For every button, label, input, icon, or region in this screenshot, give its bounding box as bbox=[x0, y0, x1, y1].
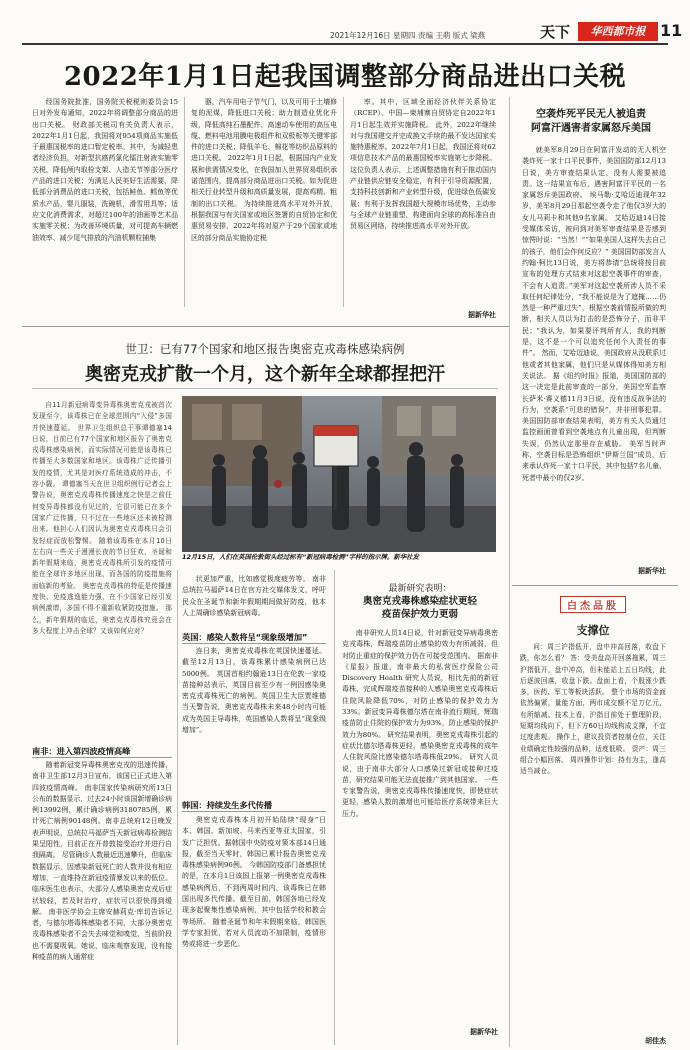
masthead-rule bbox=[22, 43, 668, 45]
south-africa-body: 随着新冠变异毒株奥密克戎的迅速传播，南非卫生部12月3日宣布，该国已正式进入第四波疫情高峰。 南非国家传染病研究所13日公布的数据显示，过去24小时该国新增确诊病例13992例，累计确诊病例3180785例，累计死亡病例90148例。南非总统府12日晚发表声明说，总统拉马福萨当天新冠病毒检测结果呈阳性，目前正在开普敦接受治疗并进行自我隔离。 尽管确诊人数最近迅速攀升，但临床数据显示，因感染新冠死亡的人数并没有相应增加，一直维持在新冠疫情暴发以来的低位。临床医生也表示，大部分人感染奥密克戎后症状较轻，若及时治疗，症状可以很快得到缓解。 南非医学协会主席安赫莉克·库切告诉记者，与德尔塔毒株感染者不同，大部分奥密克戎毒株感染者不会失去味觉和嗅觉，当前阶段也不需要吸氧。她说，临床观察发现，没有接种疫苗的病人通常症 bbox=[32, 761, 172, 962]
stock-body: 问：周三沪指低开，盘中冲高回落，收盘下跌，你怎么看？ 答：受美盘高开回落拖累，周三沪指低开，盘中冲高，但未能站上五日均线，此后逐波回落，收盘下跌。盘面上看，个股涨少跌多，医药、军工等板块活跃。 整个市场的资金面依然偏紧，量能方面，两市成交额不足万亿元，有所缩减。技术上看，沪指目前处于整理阶段，短期均线向下，但下方60日均线构成支撑，不宜过度悲观。 操作上，建议投资者控制仓位，关注业绩确定性较强的品种，适度低吸。 资产：周三组合小幅回落。 周四操作计划：持有为主，逢高适当减仓。 bbox=[520, 643, 666, 776]
subhead-rule bbox=[182, 811, 326, 812]
section-name: 天下 bbox=[540, 23, 571, 41]
photo-caption: 12月15日，人们在英国伦敦街头经过标有“新冠病毒检测”字样的指示牌。新华社发 bbox=[182, 553, 419, 561]
uk-body: 连日来，奥密克戎毒株在英国快速蔓延。截至12月13日，该毒株累计感染病例已达5000例。 英国首相约翰逊13日在伦敦一家疫苗接种站表示，英国目前至少有一例因感染奥密克戎毒株死亡的病例。英国卫生大臣贾维德当天警告说，奥密克戎毒株未来48小时内可能成为英国主导毒株，英国感染人数将呈“现象级增加”。 bbox=[182, 647, 326, 735]
section-rule bbox=[22, 326, 509, 327]
uk-subhead: 英国：感染人数将呈“现象级增加” bbox=[182, 632, 308, 642]
column-divider bbox=[509, 97, 510, 1047]
study-body: 南非研究人员14日说，针对新冠变异病毒奥密克戎毒株，辉瑞疫苗防止感染的效力有所减弱，但对防止重症的保护效力仍在可接受范围内。 据南非《星报》报道，南非最大的私营医疗保险公司 Discovery Health 研究人员说，相比先前的新冠毒株，完成辉瑞疫苗接种的人感染奥密克戎毒株后住院风险降低70%，对防止感染的保护效力为33%。新冠变异毒株德尔塔在南非流行期间，辉瑞疫苗防止住院的保护效力为93%，防止感染的保护效力为80%。 研究结果表明，奥密克戎毒株引起的症状比德尔塔毒株更轻，感染奥密克戎毒株的成年人住院风险比感染德尔塔毒株低29%。 研究人员说，由于南非大部分人口感染过新冠或接种过疫苗，研究结果可能无法直接推广到其他国家。 一些专家警告说，奥密克戎毒株传播速度快，即使症状更轻，感染人数的激增也可能给医疗系统带来巨大压力。 bbox=[342, 629, 498, 818]
subhead-rule bbox=[182, 643, 326, 644]
stock-author: 胡佳杰 bbox=[645, 1037, 666, 1045]
date-line: 2021年12月16日 星期四 责编 王萌 版式 梁燕 bbox=[330, 31, 486, 40]
page-number: 11 bbox=[660, 21, 683, 40]
column-divider bbox=[343, 97, 344, 307]
column-tag-text: 白杰品股 bbox=[567, 601, 619, 612]
column-tag bbox=[560, 596, 626, 613]
omicron-column-b: 状更加严重，比如感觉极度疲劳等。 南非总统拉马福萨14日在官方社交媒体发文，呼吁民众在圣诞节和新年假期期间做好防疫，他本人上周确诊感染新冠病毒。 bbox=[182, 575, 326, 617]
lead-source: 据新华社 bbox=[468, 311, 496, 319]
korea-body: 奥密克戎毒株本月初开始陆续“现身”日本、韩国、新加坡、马来西亚等亚太国家，引发广泛担忧。据韩国中央防疫对策本部14日通报，截至当天零时，韩国已累计报告奥密克戎毒株感染病例96例。 今韩国防疫部门备感担忧的是，在本月1日该国上报第一例奥密克戎毒株感染病例后，不到两周时间内，该毒株已在韩国出现多代传播。截至目前，韩国各地已经发现多起聚集性感染病例，其中包括学校和教会等场所。 随着圣诞节和年末假期来临，韩国医学专家担忧，若对人员流动不加限制，疫情形势或将进一步恶化。 bbox=[182, 816, 326, 949]
study-headline: 奥密克戎毒株感染症状更轻 疫苗保护效力更弱 bbox=[362, 596, 477, 620]
study-source: 据新华社 bbox=[470, 1028, 498, 1036]
afghan-body: 就美军8月29日在阿富汗发动的无人机空袭炸死一家十口平民事件，美国国防部12月13日说，美方审查结果认定，没有人需要被追责。这一结果宣布后，遇害阿富汗平民的一名家属怒斥美国政府。 埃马勒·艾哈迈迪现年32岁，美军8月29日那起空袭令走了他仅3岁大的女儿马莉卡和其他9名家属。 艾哈迈迪14日接受媒体采访，被问到对美军审查结果是否感到惊愕时说：“当然！”“如果美国人这样失去自己的孩子，他们会作何反应？” 美国国防部发言人约翰·柯比13日说，美方将恭请“总统将按目前宣布的处理方式结束对这起空袭事件的审查，不会有人追责。”美军对这起空袭所涉人员不采取任何纪律处分，“我不能说是为了遮掩……仍然是一种严重过失”，根据空袭前情报所做的判断，相关人员以为打击的是恐怖分子，而非平民；“我认为，如果要评判所有人，我的判断是，这不是一个可以追究任何个人责任的事件”。 然而，艾哈迈迪说，美国政府从没联系过他或者其他家属，他们只是从媒体得知美方相关说法。 据《纽约时报》报道，美国国防部的这一决定是此前审查的一部分，美国空军监察长萨米·赛义德11月3日说，没有违反战争法的行为，空袭系“可悲的错误”，并非刑事犯罪。 美国国防部审查结果表明，美方有关人员通过监控画面曾看到空袭地点有儿童出现，但判断失误，仍然认定那里存在威胁。 美军当时声称，空袭目标是恐怖组织“伊斯兰国”成员，后来承认炸死一家十口平民，其中包括7名儿童，死者中最小的仅2岁。 bbox=[522, 146, 666, 482]
omicron-headline: 奥密克戎扩散一个月，这个新年全球都捏把汗 bbox=[85, 364, 445, 385]
lead-headline: 2022年1月1日起我国调整部分商品进出口关税 bbox=[63, 62, 627, 92]
lead-column-3: 率。其中，区域全面经济伙伴关系协定（RCEP）、中国—柬埔寨自贸协定自2022年1月1日起生效并实施降税。 此外，2022年继续对与我国建交并完成换文手续的最不发达国家实施特惠税率。2022年7月1日起，我国还将对62项信息技术产品的最惠国税率实施第七步降税。 这位负责人表示，上述调整措施有利于推动国内产业链供应链安全稳定，有利于引导资源配置，支持科技创新和产业转型升级，促进绿色低碳发展；有利于发挥我国超大规模市场优势，主动参与全球产业链重塑，构建面向全球的高标准自由贸易区网络，持续推进高水平对外开放。 bbox=[350, 98, 496, 231]
omicron-rule bbox=[32, 388, 498, 389]
korea-subhead: 韩国：持续发生多代传播 bbox=[182, 800, 273, 810]
column-divider bbox=[334, 570, 335, 1045]
omicron-subtitle: 世卫：已有77个国家和地区报告奥密克戎毒株感染病例 bbox=[125, 342, 405, 356]
south-africa-subhead: 南非：进入第四波疫情高峰 bbox=[32, 746, 131, 756]
omicron-lead: 自11月新冠病毒变异毒株奥密克戎被首次发现至今，该毒株已在全球范围内“入侵”多国并快速蔓延。 世界卫生组织总干事谭德塞14日说，目前已有77个国家和地区报告了奥密克戎毒株感染病例，而实际情况可能是该毒株已传播至大多数国家和地区。该毒株广泛传播引发的疫情，尤其是对医疗系统造成的冲击，不容小觑。 谭德塞当天在世卫组织例行记者会上警告说，奥密克戎毒株传播速度之快是之前任何变异毒株都没有见过的，它很可能已在多个国家广泛传播，只不过在一些地区还未被检测出来。他担心人们因认为奥密克戎毒株只会引发轻症而放松警惕。 随着该毒株在本月10日左右向一些关于漫漫长夜的节日狂欢，圣诞和新年假期来临，奥密克戎毒株所引发的疫情可能在全球许多地区出现，而各国的防疫措施将面临新的考验。 奥密克戎毒株的特征是传播速度快、免疫逃逸能力强，在不少国家已经引发病例激增，多国不得不重新收紧防疫措施。 那么，新年假期的临近，奥密克戎毒株究竟会在多大程度上冲击全球？又该如何应对？ bbox=[32, 401, 172, 635]
column-divider bbox=[177, 570, 178, 1045]
street-scene-image bbox=[182, 396, 496, 552]
lead-column-1: 经国务院批准，国务院关税税则委员会15日对外发布通知，2022年将调整部分商品的进出口关税。 财政部关税司有关负责人表示，2022年1月1日起，我国将对954项商品实施低于最惠国税率的进口暂定税率。其中，为减轻患者经济负担，对新型抗癌药氯化镭注射液实施零关税，降低颅内取栓支架、人造关节等部分医疗产品的进口关税；为满足人民美好生活需要，降低部分消费品的进口关税，包括鲑鱼、鳕鱼等优质水产品，婴儿服装，洗碗机，滑雪用具等；适应文化消费需求，对超过100年的油画等艺术品实施零关税；为改善环境质量，对可提高车辆燃油效率、减少尾气排放的汽油机颗粒捕集 bbox=[32, 98, 178, 242]
newspaper-logo: 华西都市报 bbox=[578, 22, 658, 41]
lead-column-2: 器，汽车用电子节气门，以及可用于土壤修复的泥煤，降低进口关税；助力制造业优化升级，降低高纯石墨配件、高速动车使用的高压电缆、燃料电池用膜电极组件和双极板等关键零部件的进口关税；降低羊毛、棉花等纺织品原料的进口关税。 2022年1月1日起，根据国内产业发展和供需情况变化，在我国加入世界贸易组织承诺范围内，提高部分商品进出口关税。如为促进相关行业转型升级和高质量发展，提高鸡精、粗制的出口关税。 为持续推进高水平对外开放，根据我国与有关国家或地区签署的自贸协定和优惠贸易安排，2022年将对原产于29个国家或地区的部分商品实施协定税 bbox=[191, 98, 337, 242]
study-subtitle: 最新研究表明： bbox=[388, 584, 452, 594]
column-divider bbox=[184, 97, 185, 307]
news-photo bbox=[182, 396, 496, 552]
subhead-rule bbox=[32, 757, 172, 758]
stock-headline: 支撑位 bbox=[576, 624, 610, 637]
afghan-source: 据新华社 bbox=[638, 567, 666, 575]
afghan-headline: 空袭炸死平民无人被追责 阿富汗遇害者家属怒斥美国 bbox=[531, 109, 651, 134]
masthead bbox=[0, 0, 690, 44]
section-rule bbox=[512, 585, 678, 586]
